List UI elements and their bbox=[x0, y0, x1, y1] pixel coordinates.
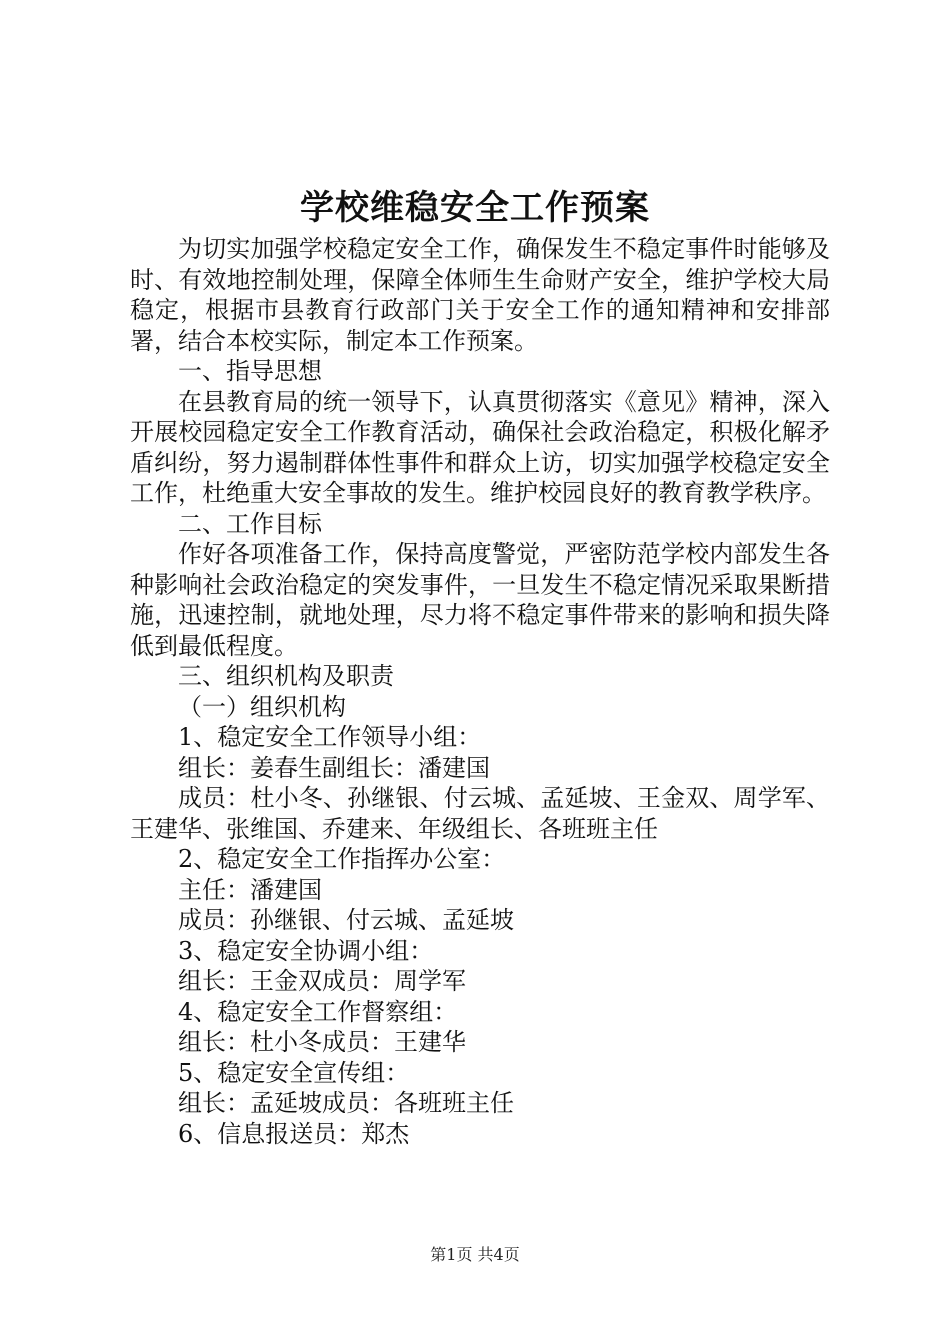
publicity-group-heading: 5、稳定安全宣传组： bbox=[178, 1058, 410, 1087]
section-heading-work-goals: 二、工作目标 bbox=[178, 509, 322, 538]
publicity-group-members: 组长：孟延坡成员：各班班主任 bbox=[178, 1089, 514, 1117]
page-number-footer: 第1页 共4页 bbox=[430, 1245, 520, 1264]
leading-group-heading: 1、稳定安全工作领导小组： bbox=[178, 723, 482, 751]
command-office-members: 成员：孙继银、付云城、孟延坡 bbox=[178, 906, 514, 934]
leading-group-leaders: 组长：姜春生副组长：潘建国 bbox=[178, 753, 490, 782]
information-reporter: 6、信息报送员：郑杰 bbox=[178, 1119, 410, 1148]
coordination-group-members: 组长：王金双成员：周学军 bbox=[178, 967, 466, 995]
supervision-group-members: 组长：杜小冬成员：王建华 bbox=[178, 1028, 466, 1056]
guiding-ideology-paragraph: 在县教育局的统一领导下，认真贯彻落实《意见》精神，深入开展校园稳定安全工作教育活动，确保社会政治稳定，积极化解矛盾纠纷，努力遏制群体性事件和群众上访，切实加强学校稳定安全工作，杜绝重大安全事故的发生。维护校园良好的教育教学秩序。 bbox=[130, 387, 830, 507]
section-heading-organization: 三、组织机构及职责 bbox=[178, 662, 394, 690]
intro-paragraph: 为切实加强学校稳定安全工作，确保发生不稳定事件时能够及时、有效地控制处理，保障全体师生生命财产安全，维护学校大局稳定，根据市县教育行政部门关于安全工作的通知精神和安排部署，结合本校实际，制定本工作预案。 bbox=[130, 235, 830, 355]
subsection-heading-organization: （一）组织机构 bbox=[178, 692, 346, 721]
command-office-director: 主任：潘建国 bbox=[178, 875, 322, 904]
command-office-heading: 2、稳定安全工作指挥办公室： bbox=[178, 845, 506, 873]
work-goals-paragraph: 作好各项准备工作，保持高度警觉，严密防范学校内部发生各种影响社会政治稳定的突发事件，一旦发生不稳定情况采取果断措施，迅速控制，就地处理，尽力将不稳定事件带来的影响和损失降低到最低程度。 bbox=[130, 540, 830, 660]
supervision-group-heading: 4、稳定安全工作督察组： bbox=[178, 997, 458, 1026]
leading-group-members: 成员：杜小冬、孙继银、付云城、孟延坡、王金双、周学军、王建华、张维国、乔建来、年级组长、各班班主任 bbox=[130, 784, 830, 843]
coordination-group-heading: 3、稳定安全协调小组： bbox=[178, 936, 434, 965]
document-body bbox=[130, 234, 830, 1149]
document-title: 学校维稳安全工作预案 bbox=[300, 188, 650, 228]
section-heading-guiding-ideology: 一、指导思想 bbox=[178, 357, 322, 385]
